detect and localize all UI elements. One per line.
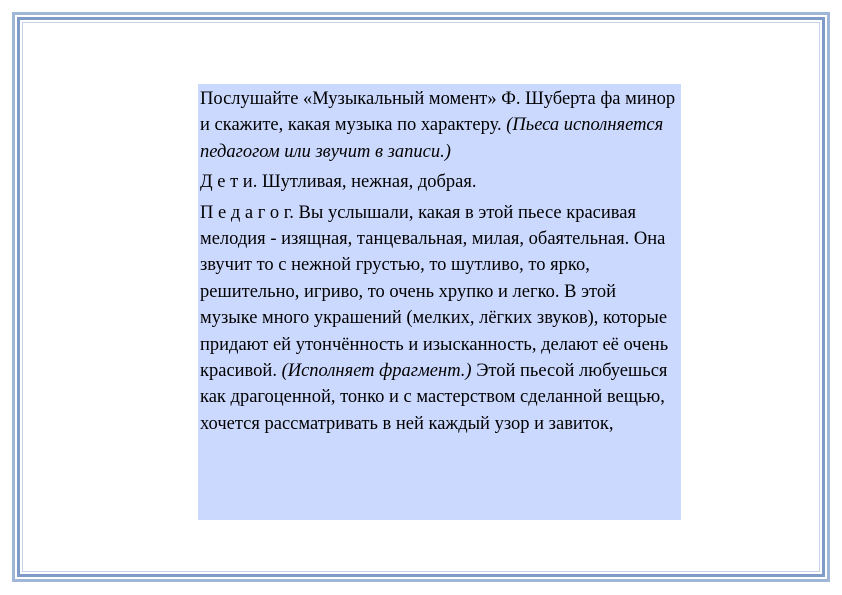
paragraph-intro xyxy=(200,86,677,165)
text-block xyxy=(198,84,681,520)
children-text: . Шутливая, нежная, добрая. xyxy=(252,172,477,193)
intro-remark: (Пьеса исполняется педагогом или звучит в записи.) xyxy=(200,115,664,162)
paragraph-teacher xyxy=(200,200,677,438)
teacher-text-continued: Этой пьесой любуешься как драгоценной, тонко и с мастерством сделанной вещью, хочется рассматривать в ней каждый узор и завиток, xyxy=(200,361,668,434)
intro-text: Послушайте «Музыкальный момент» Ф. Шуберта фа минор и скажите, какая музыка по характеру. xyxy=(200,89,676,136)
teacher-speaker: П е д а г о г xyxy=(200,202,290,223)
paragraph-children xyxy=(200,169,677,195)
teacher-text: . Вы услышали, какая в этой пьесе красивая мелодия - изящная, танцевальная, милая, обаятельная. Она звучит то с нежной грустью, то шутливо, то ярко, решительно, игриво, то очень хрупко и легко. В этой музыке много украшений (мелких, лёгких звуков), которые придают ей утончённость и изысканность, делают её очень красивой. xyxy=(200,202,669,382)
children-speaker: Д е т и xyxy=(200,172,253,193)
teacher-remark: (Исполняет фрагмент.) xyxy=(276,361,472,382)
